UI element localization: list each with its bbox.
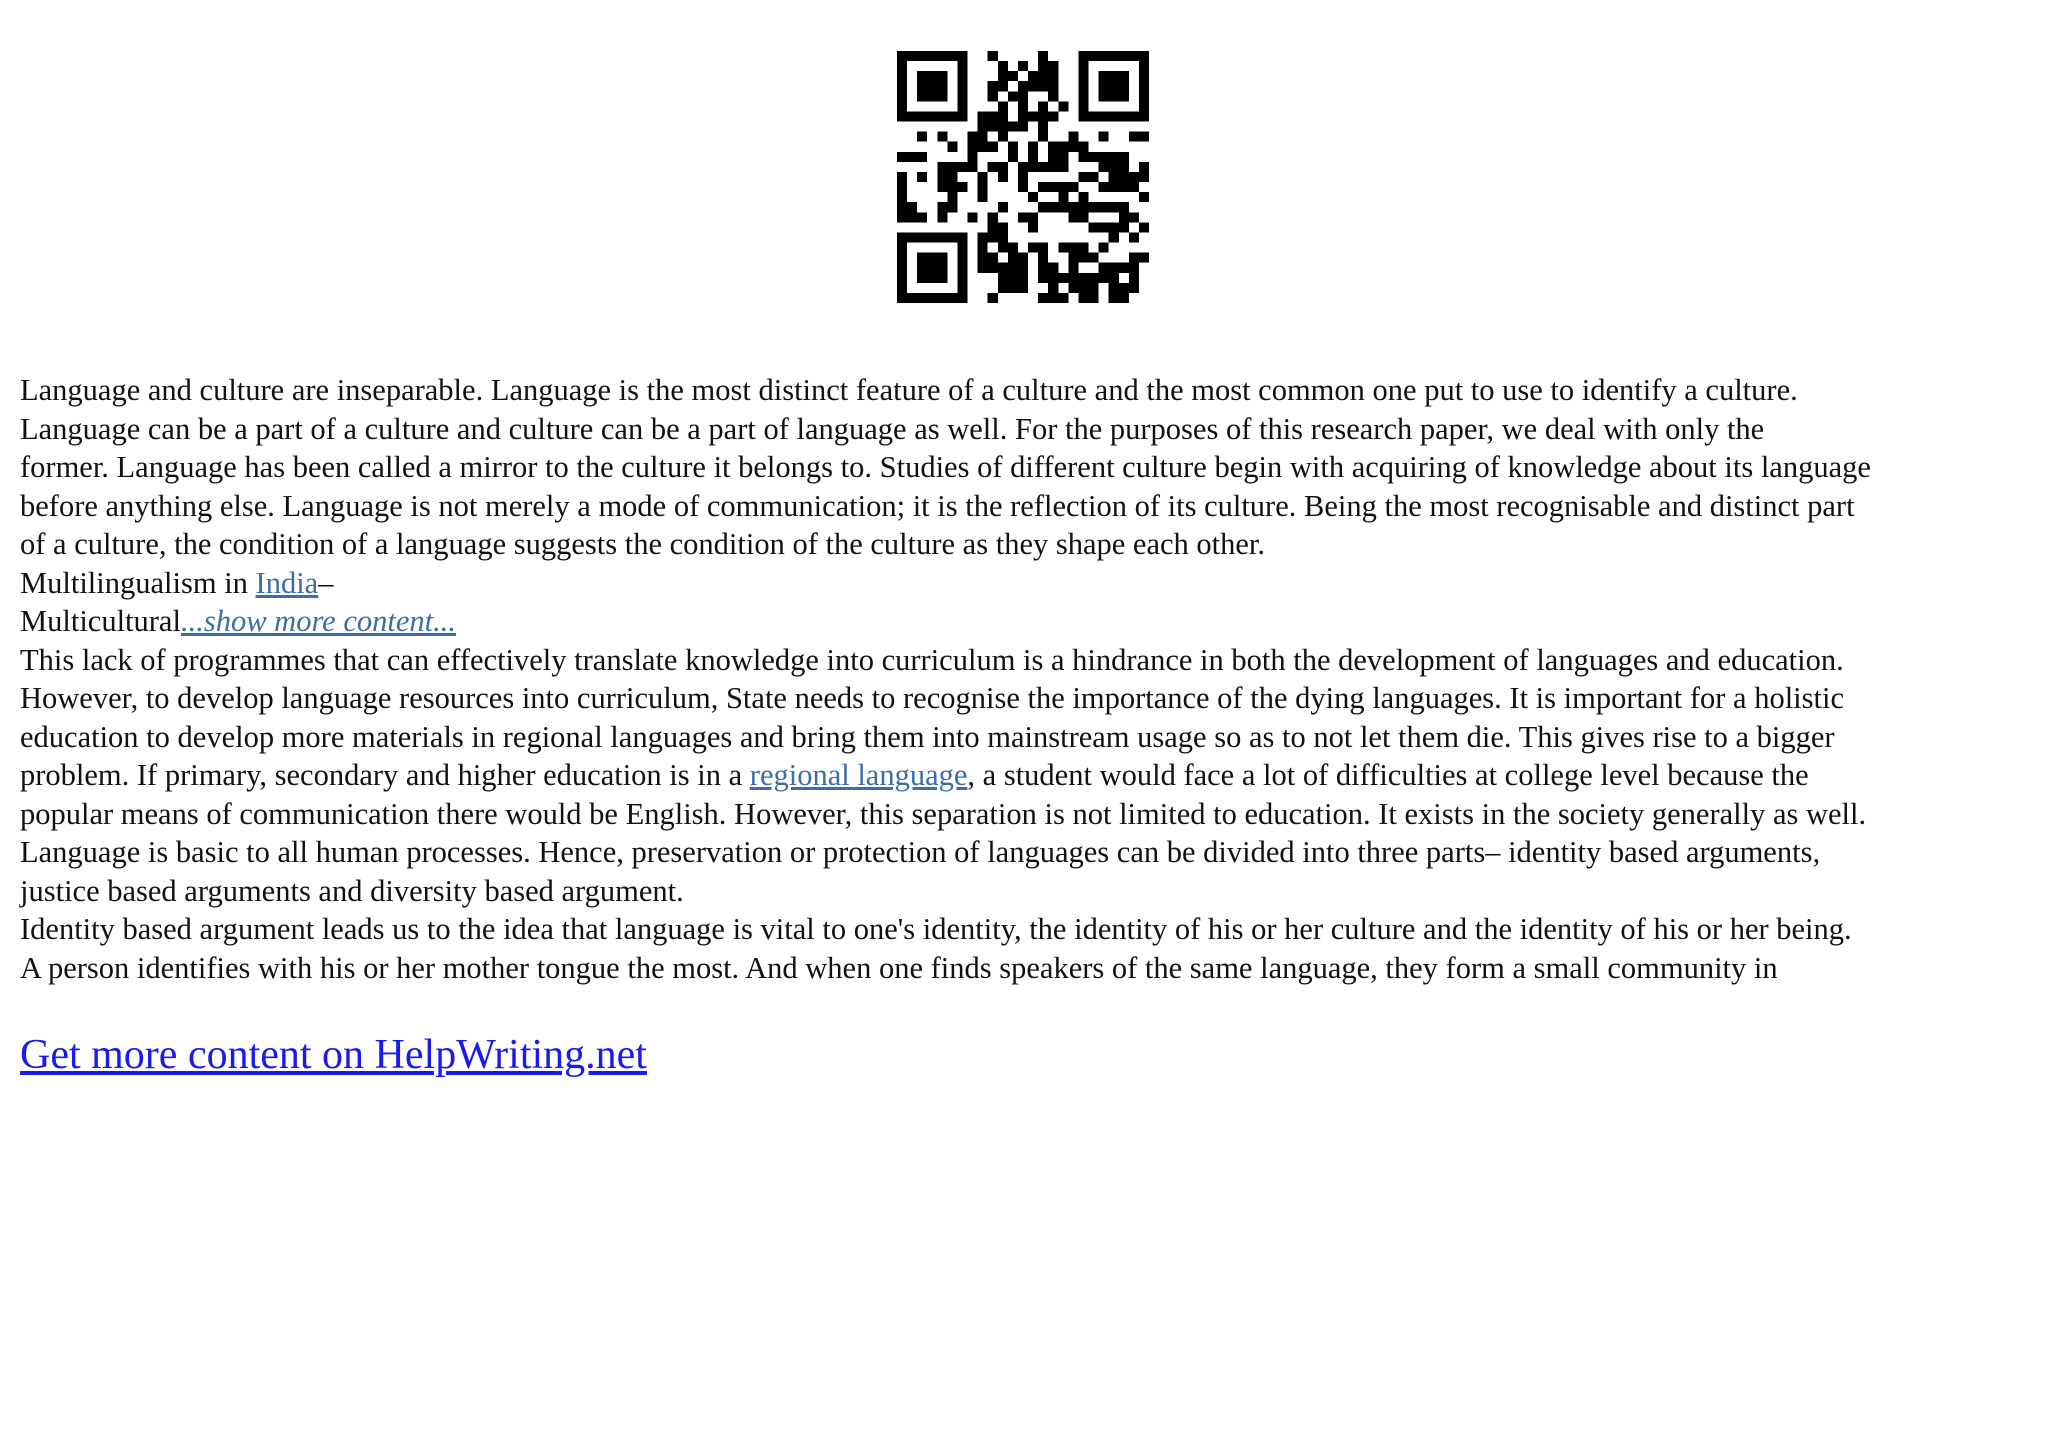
paragraph-line: Language and culture are inseparable. Language is the most distinct feature of a culture and the most common one put to use to identify a culture.	[20, 373, 1798, 407]
get-more-content-link[interactable]: Get more content on HelpWriting.net	[20, 1032, 647, 1078]
article-body	[20, 371, 2035, 987]
paragraph-line: of a culture, the condition of a language suggests the condition of the culture as they shape each other.	[20, 527, 1266, 561]
paragraph-line: This lack of programmes that can effectively translate knowledge into curriculum is a hindrance in both the development of languages and education.	[20, 642, 1844, 677]
multilingualism-heading	[20, 564, 2035, 603]
india-link[interactable]: India	[255, 565, 319, 600]
multicultural-line	[20, 602, 2035, 641]
regional-prefix: problem. If primary, secondary and higher education is in a	[20, 758, 750, 792]
paragraph-line: Language can be a part of a culture and culture can be a part of language as well. For the purposes of this research paper, we deal with only the	[20, 411, 1765, 446]
paragraph-line: former. Language has been called a mirror to the culture it belongs to. Studies of different culture begin with acquiring of knowledge about its language	[20, 450, 1871, 484]
regional-suffix: , a student would face a lot of difficulties at college level because the	[967, 758, 1809, 792]
paragraph-line: justice based arguments and diversity based argument.	[20, 873, 684, 908]
paragraph-line: Language is basic to all human processes. Hence, preservation or protection of languages can be divided into three parts– identity based arguments,	[20, 835, 1821, 869]
paragraph-line: A person identifies with his or her mother tongue the most. And when one finds speakers of the same language, they form a small community in	[20, 950, 1778, 985]
paragraph-line: However, to develop language resources into curriculum, State needs to recognise the importance of the dying languages. It is important for a holistic	[20, 681, 1844, 715]
qr-code	[897, 51, 1149, 303]
regional-language-link[interactable]: regional language	[749, 758, 968, 792]
multilingual-suffix: –	[318, 565, 334, 600]
show-more-link[interactable]: ...show more content...	[180, 604, 456, 638]
paragraph-line: before anything else. Language is not merely a mode of communication; it is the reflection of its culture. Being the most recognisable and distinct part	[20, 488, 1855, 523]
multicultural-text: Multicultural	[20, 604, 181, 638]
qr-code-icon	[897, 51, 1149, 303]
regional-language-line	[20, 756, 2035, 795]
paragraph-line: Identity based argument leads us to the idea that language is vital to one's identity, the identity of his or her culture and the identity of his or her being.	[20, 912, 1852, 946]
paragraph-line: education to develop more materials in regional languages and bring them into mainstream usage so as to not let them die. This gives rise to a bigger	[20, 719, 1835, 754]
multilingual-prefix: Multilingualism in	[20, 565, 256, 600]
paragraph-line: popular means of communication there would be English. However, this separation is not limited to education. It exists in the society generally as well.	[20, 796, 1867, 831]
